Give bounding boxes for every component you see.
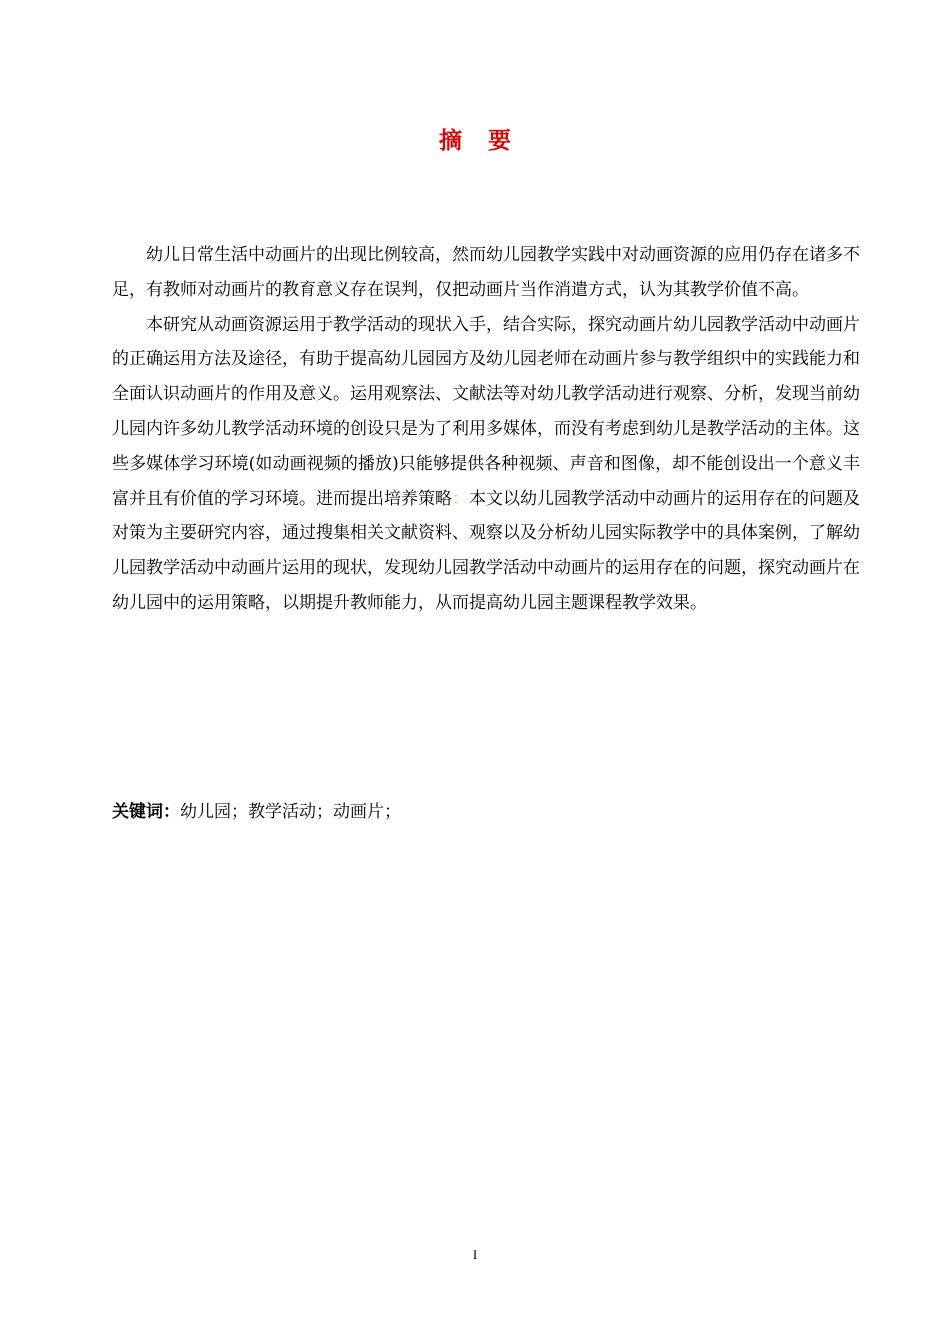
keywords-line: [112, 797, 860, 827]
page-number: I: [472, 1247, 478, 1262]
abstract-paragraph-1: 幼儿日常生活中动画片的出现比例较高，然而幼儿园教学实践中对动画资源的应用仍存在诸多不足，有教师对动画片的教育意义存在误判，仅把动画片当作消遣方式，认为其教学价值不高。: [112, 245, 860, 300]
keywords-label: 关键词：: [112, 802, 180, 822]
abstract-title-char-2: 要: [488, 128, 511, 154]
keywords-text: 幼儿园；教学活动；动画片；: [180, 802, 401, 822]
paragraph-2-text-after: 本文以幼儿园教学活动中动画片的运用存在的问题及对策为主要研究内容，通过搜集相关文献资料、观察以及分析幼儿园实际教学中的具体案例，了解幼儿园教学活动中动画片运用的现状，发现幼儿园教学活动中动画片的运用存在的问题，探究动画片在幼儿园中的运用策略，以期提升教师能力，从而提高幼儿园主题课程教学效果。: [112, 488, 860, 613]
abstract-paragraph-2: [112, 308, 860, 621]
abstract-body: [112, 238, 860, 621]
abstract-title: [0, 122, 950, 155]
paragraph-2-accent-colon: ：: [452, 488, 469, 509]
paragraph-2-text-before: 本研究从动画资源运用于教学活动的现状入手，结合实际，探究动画片幼儿园教学活动中动画片的正确运用方法及途径，有助于提高幼儿园园方及幼儿园老师在动画片参与教学组织中的实践能力和全面认识动画片的作用及意义。运用观察法、文献法等对幼儿教学活动进行观察、分析，发现当前幼儿园内许多幼儿教学活动环境的创设只是为了利用多媒体，而没有考虑到幼儿是教学活动的主体。这些多媒体学习环境(如动画视频的播放)只能够提供各种视频、声音和图像，却不能创设出一个意义丰富并且有价值的学习环境。进而提出培养策略: [112, 314, 860, 509]
abstract-title-char-1: 摘: [439, 128, 462, 154]
